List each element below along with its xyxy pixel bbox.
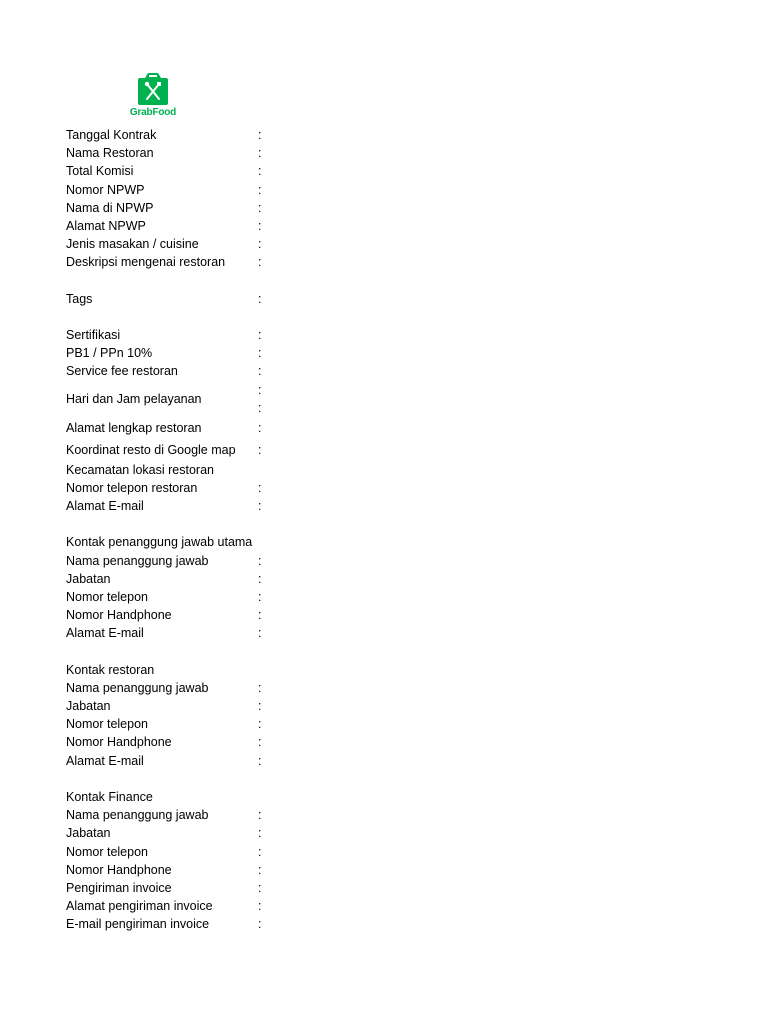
field-label: Nama penanggung jawab bbox=[66, 553, 209, 568]
colon: : bbox=[258, 328, 262, 343]
field-label: PB1 / PPn 10% bbox=[66, 346, 153, 361]
form-row bbox=[66, 381, 326, 417]
form-row bbox=[66, 606, 326, 624]
form-row bbox=[66, 497, 326, 515]
colon: : bbox=[258, 699, 262, 714]
spacer bbox=[66, 272, 326, 290]
field-label: Nama di NPWP bbox=[66, 200, 154, 215]
field-label: Koordinat resto di Google map bbox=[66, 442, 236, 457]
colon: : bbox=[258, 608, 262, 623]
colon: : bbox=[258, 200, 262, 215]
field-label: Nomor telepon restoran bbox=[66, 480, 198, 495]
spacer bbox=[66, 643, 326, 661]
colon: : bbox=[258, 400, 262, 415]
colon: : bbox=[258, 364, 262, 379]
form-row bbox=[66, 679, 326, 697]
colon: : bbox=[258, 862, 262, 877]
form-row bbox=[66, 806, 326, 824]
field-label: Total Komisi bbox=[66, 164, 134, 179]
colon: : bbox=[258, 218, 262, 233]
field-label: Hari dan Jam pelayanan bbox=[66, 391, 202, 406]
colon: : bbox=[258, 844, 262, 859]
field-label: Nomor telepon bbox=[66, 589, 148, 604]
colon: : bbox=[258, 164, 262, 179]
colon: : bbox=[258, 420, 262, 435]
colon: : bbox=[258, 553, 262, 568]
form-row bbox=[66, 253, 326, 271]
field-label: Pengiriman invoice bbox=[66, 880, 172, 895]
form-row bbox=[66, 752, 326, 770]
form-row bbox=[66, 326, 326, 344]
colon: : bbox=[258, 346, 262, 361]
form-row bbox=[66, 217, 326, 235]
colon: : bbox=[258, 899, 262, 914]
colon: : bbox=[258, 680, 262, 695]
field-label: Alamat E-mail bbox=[66, 626, 144, 641]
section-heading bbox=[66, 661, 326, 679]
grabfood-logo bbox=[128, 72, 178, 118]
field-label: Nama Restoran bbox=[66, 146, 154, 161]
field-label: Jabatan bbox=[66, 826, 111, 841]
colon: : bbox=[258, 128, 262, 142]
colon: : bbox=[258, 589, 262, 604]
form-row bbox=[66, 570, 326, 588]
section-title: Kontak penanggung jawab utama bbox=[66, 535, 253, 550]
form-row bbox=[66, 879, 326, 897]
form-row bbox=[66, 362, 326, 380]
field-label: Nomor Handphone bbox=[66, 608, 172, 623]
field-label: Deskripsi mengenai restoran bbox=[66, 255, 226, 270]
form-row bbox=[66, 697, 326, 715]
colon: : bbox=[258, 146, 262, 161]
form-row bbox=[66, 290, 326, 308]
field-label: Service fee restoran bbox=[66, 364, 178, 379]
form-row bbox=[66, 897, 326, 915]
form-row bbox=[66, 126, 326, 144]
field-label: Alamat pengiriman invoice bbox=[66, 899, 213, 914]
field-label: Alamat E-mail bbox=[66, 753, 144, 768]
field-label: Alamat lengkap restoran bbox=[66, 420, 202, 435]
field-label: Sertifikasi bbox=[66, 328, 121, 343]
logo-text: GrabFood bbox=[129, 107, 177, 118]
form-row bbox=[66, 461, 326, 479]
colon: : bbox=[258, 182, 262, 197]
form-row bbox=[66, 552, 326, 570]
form-row bbox=[66, 235, 326, 253]
colon: : bbox=[258, 480, 262, 495]
form-row bbox=[66, 915, 326, 933]
field-label: Jabatan bbox=[66, 571, 111, 586]
form-row bbox=[66, 162, 326, 180]
field-label: Nomor Handphone bbox=[66, 735, 172, 750]
spacer bbox=[66, 308, 326, 326]
colon: : bbox=[258, 499, 262, 513]
field-label: Jabatan bbox=[66, 699, 111, 714]
spacer bbox=[66, 770, 326, 788]
form-row bbox=[66, 733, 326, 751]
form-row bbox=[66, 144, 326, 162]
grabfood-bag-icon bbox=[136, 72, 170, 106]
field-label: Nomor telepon bbox=[66, 717, 148, 732]
field-label: Nama penanggung jawab bbox=[66, 808, 209, 823]
colon: : bbox=[258, 917, 262, 932]
restaurant-form bbox=[66, 126, 326, 934]
field-label: Nama penanggung jawab bbox=[66, 680, 209, 695]
form-row bbox=[66, 439, 326, 461]
field-label: Nomor telepon bbox=[66, 844, 148, 859]
field-label: Jenis masakan / cuisine bbox=[66, 237, 199, 252]
colon: : bbox=[258, 291, 262, 306]
colon: : bbox=[258, 626, 262, 641]
form-row bbox=[66, 824, 326, 842]
colon: : bbox=[258, 442, 262, 457]
field-label: Nomor NPWP bbox=[66, 182, 145, 197]
form-row bbox=[66, 861, 326, 879]
field-label: Nomor Handphone bbox=[66, 862, 172, 877]
form-row bbox=[66, 843, 326, 861]
form-row bbox=[66, 417, 326, 439]
section-heading bbox=[66, 533, 326, 551]
form-row bbox=[66, 624, 326, 642]
section-title: Kontak restoran bbox=[66, 662, 155, 677]
section-title: Kontak Finance bbox=[66, 790, 153, 804]
field-label: Tags bbox=[66, 291, 93, 306]
field-label: E-mail pengiriman invoice bbox=[66, 917, 210, 932]
colon: : bbox=[258, 237, 262, 252]
colon: : bbox=[258, 735, 262, 750]
colon: : bbox=[258, 382, 262, 397]
field-label: Alamat E-mail bbox=[66, 499, 144, 513]
field-label: Alamat NPWP bbox=[66, 218, 146, 233]
field-label: Kecamatan lokasi restoran bbox=[66, 462, 214, 477]
colon: : bbox=[258, 255, 262, 270]
form-row bbox=[66, 181, 326, 199]
section-heading bbox=[66, 788, 326, 806]
form-row bbox=[66, 344, 326, 362]
form-row bbox=[66, 199, 326, 217]
spacer bbox=[66, 515, 326, 533]
colon: : bbox=[258, 826, 262, 841]
colon: : bbox=[258, 571, 262, 586]
colon: : bbox=[258, 717, 262, 732]
colon: : bbox=[258, 753, 262, 768]
form-row bbox=[66, 588, 326, 606]
field-label: Tanggal Kontrak bbox=[66, 128, 157, 142]
colon: : bbox=[258, 880, 262, 895]
form-row bbox=[66, 479, 326, 497]
colon: : bbox=[258, 808, 262, 823]
form-row bbox=[66, 715, 326, 733]
